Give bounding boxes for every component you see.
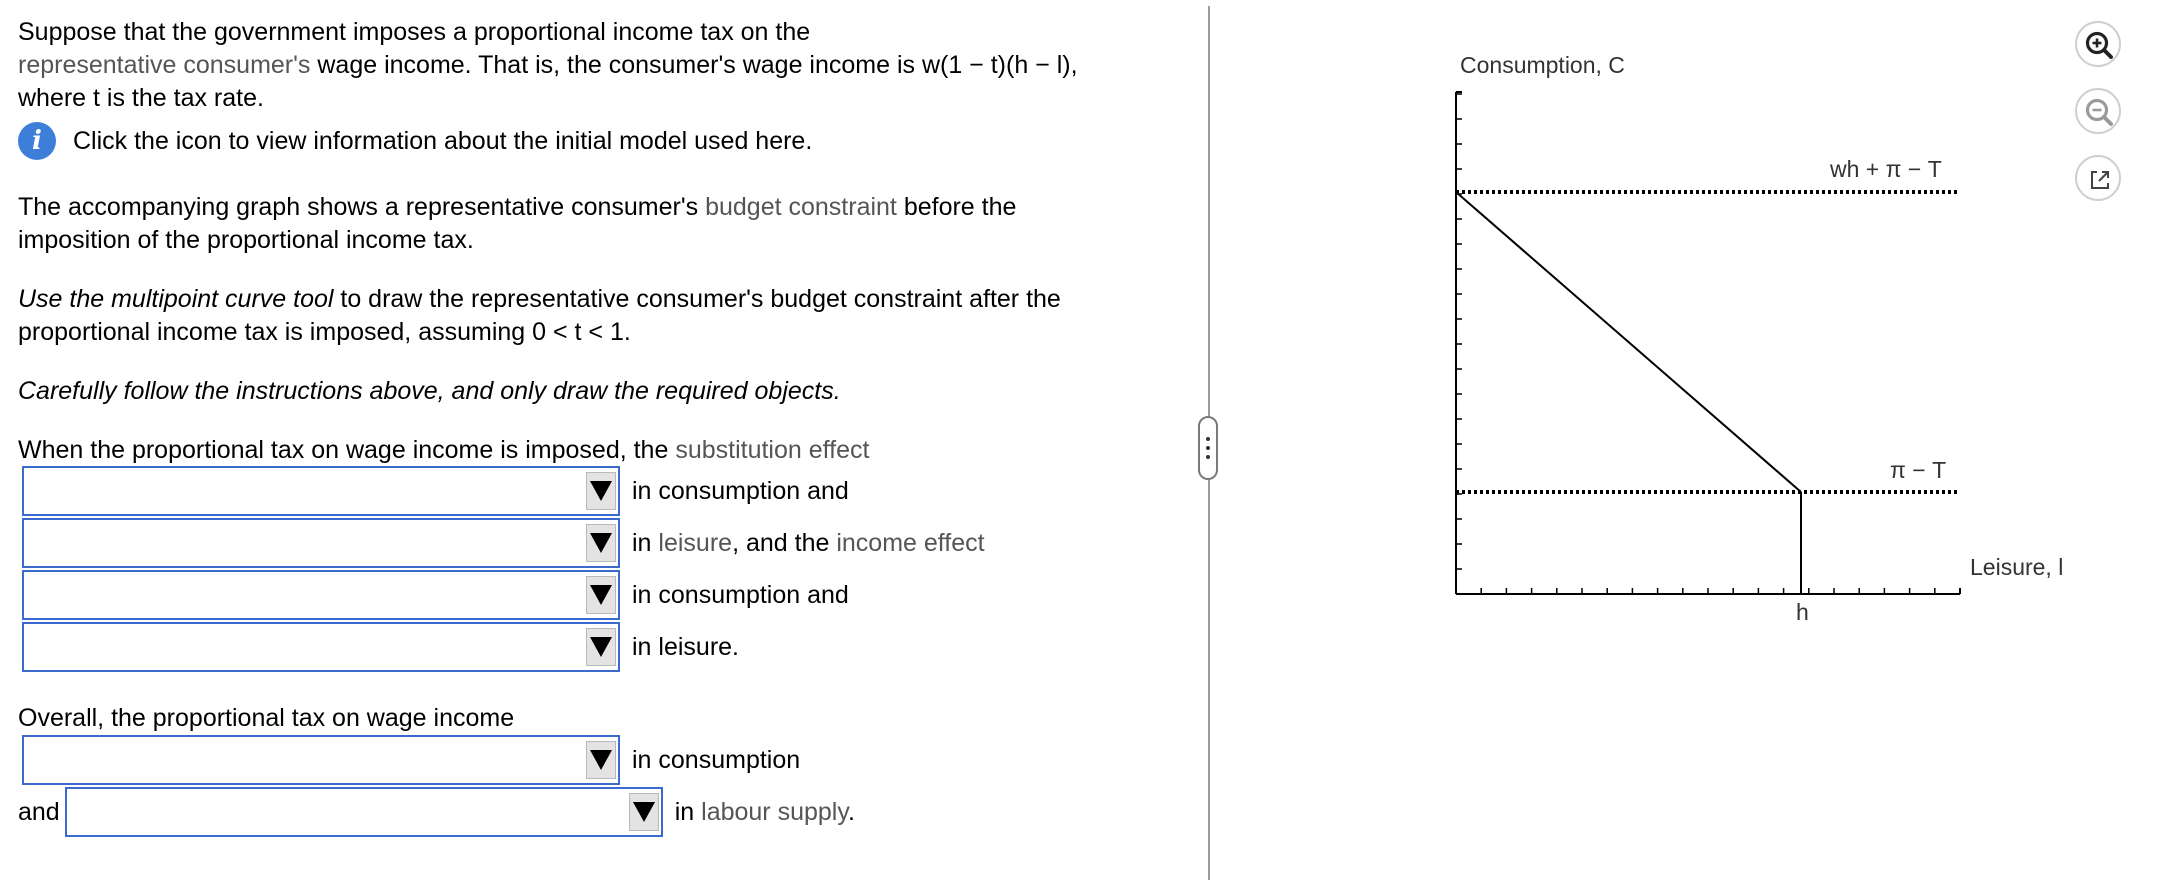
dropdown-2-connector: , and the <box>732 528 837 557</box>
answer-dropdown-4[interactable] <box>22 622 620 672</box>
intro-paragraph <box>18 16 1078 115</box>
when-text: When the proportional tax on wage income is imposed, the <box>18 436 676 464</box>
chevron-down-icon[interactable] <box>586 741 616 779</box>
h-label: h <box>1796 599 1809 625</box>
answer-dropdown-3[interactable] <box>22 570 620 620</box>
careful-note <box>18 375 841 408</box>
chevron-down-icon[interactable] <box>629 793 659 831</box>
dropdown-3-label: in consumption and <box>632 580 849 609</box>
info-text: Click the icon to view information about the initial model used here. <box>73 126 813 155</box>
dropdown-6-prefix: and <box>18 797 60 826</box>
when-paragraph <box>18 434 869 467</box>
term-income-effect[interactable]: income effect <box>836 528 985 557</box>
dropdown-row-4 <box>22 622 739 672</box>
dropdown-row-3 <box>22 570 849 620</box>
intro-line-1: Suppose that the government imposes a proportional income tax on the <box>18 18 811 46</box>
zoom-out-button[interactable] <box>2075 88 2121 134</box>
budget-constraint-sloped <box>1456 192 1801 492</box>
zoom-out-icon <box>2077 90 2123 136</box>
dropdown-row-5 <box>22 735 800 785</box>
overall-text: Overall, the proportional tax on wage income <box>18 704 515 732</box>
dropdown-5-label: in consumption <box>632 745 801 774</box>
mid-line-label: π − T <box>1890 457 1947 483</box>
overall-paragraph <box>18 702 514 735</box>
intro-line-2: wage income. That is, the consumer's wage income is w(1 − t)(h − l), <box>310 51 1078 79</box>
graph-desc-line-1-end: before the <box>896 193 1017 221</box>
zoom-in-button[interactable] <box>2075 21 2121 67</box>
dropdown-row-6 <box>18 787 855 837</box>
term-labour-supply[interactable]: labour supply <box>701 797 848 826</box>
chevron-down-icon[interactable] <box>586 576 616 614</box>
x-axis-label: Leisure, l <box>1970 554 2064 580</box>
y-axis-label: Consumption, C <box>1460 52 1625 78</box>
answer-dropdown-5[interactable] <box>22 735 620 785</box>
graph-desc-line-1: The accompanying graph shows a representative consumer's <box>18 193 706 221</box>
dropdown-6-label <box>675 798 855 827</box>
answer-dropdown-6[interactable] <box>65 787 663 837</box>
instruction-line-2: proportional income tax is imposed, assuming 0 < t < 1. <box>18 318 631 346</box>
intro-line-3: where t is the tax rate. <box>18 84 264 112</box>
dropdown-2-in-word: in <box>632 528 652 557</box>
careful-text: Carefully follow the instructions above, and only draw the required objects. <box>18 377 841 405</box>
chevron-down-icon[interactable] <box>586 628 616 666</box>
multipoint-tool-text: Use the multipoint curve tool <box>18 285 334 313</box>
info-icon[interactable]: i <box>18 122 56 160</box>
instruction-line-1: to draw the representative consumer's budget constraint after the <box>333 285 1061 313</box>
dropdown-2-label <box>632 529 985 558</box>
graph-desc-line-2: imposition of the proportional income tax. <box>18 226 474 254</box>
dropdown-4-label: in leisure. <box>632 632 739 661</box>
popout-button[interactable] <box>2075 155 2121 201</box>
dropdown-6-in-word: in <box>674 797 695 826</box>
answer-dropdown-1[interactable] <box>22 466 620 516</box>
graph-description <box>18 191 1016 257</box>
term-leisure[interactable]: leisure <box>658 528 733 557</box>
term-budget-constraint[interactable]: budget constraint <box>705 193 897 221</box>
budget-constraint-graph[interactable] <box>1210 0 2110 700</box>
chevron-down-icon[interactable] <box>586 524 616 562</box>
zoom-in-icon <box>2077 23 2123 69</box>
term-representative-consumer[interactable]: representative consumer's <box>18 51 311 79</box>
external-link-icon <box>2077 157 2123 203</box>
info-row <box>18 121 812 161</box>
dropdown-6-period: . <box>848 797 855 826</box>
dropdown-row-1 <box>22 466 849 516</box>
term-substitution-effect[interactable]: substitution effect <box>675 436 870 464</box>
instruction-paragraph <box>18 283 1061 349</box>
top-line-label: wh + π − T <box>1830 156 1942 182</box>
dropdown-1-label: in consumption and <box>632 476 849 505</box>
chevron-down-icon[interactable] <box>586 472 616 510</box>
dropdown-row-2 <box>22 518 985 568</box>
answer-dropdown-2[interactable] <box>22 518 620 568</box>
